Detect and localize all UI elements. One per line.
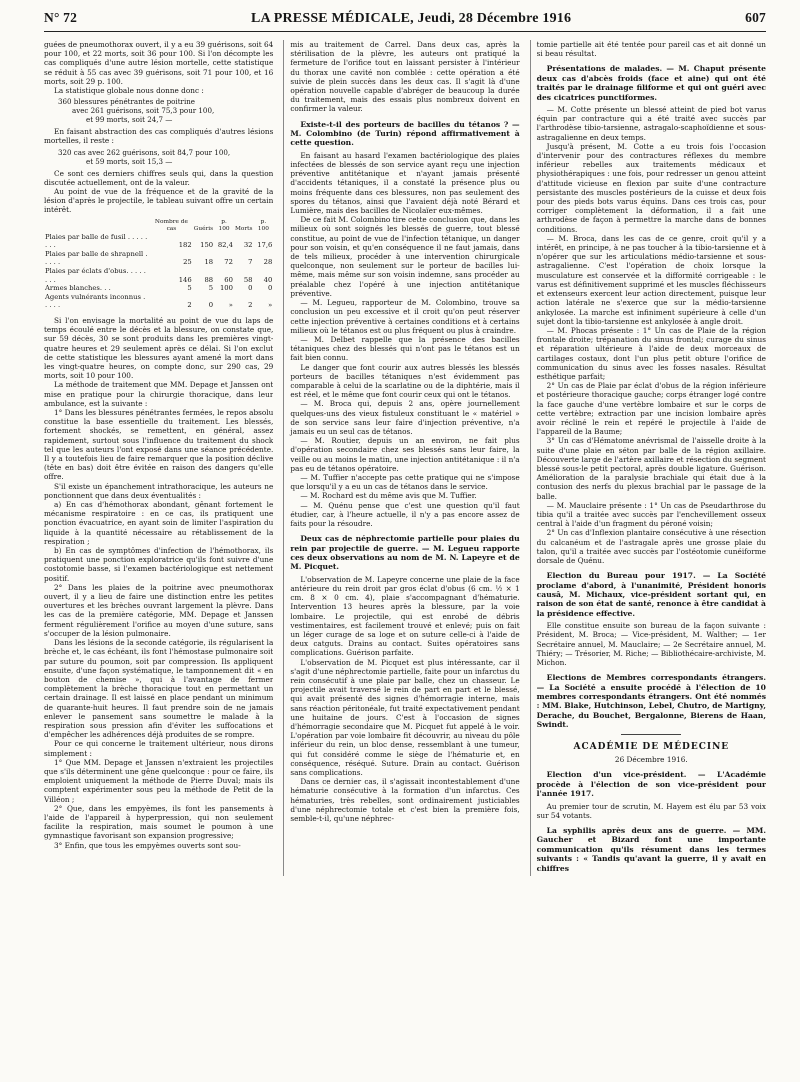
section-heading: La syphilis après deux ans de guerre. — MM. Gaucher et Bizard font une importante communication qu'ils résument dans les termes suivants : « Tandis qu'avant la guerre, il y avait en chiffres	[536, 825, 766, 873]
table-row	[44, 267, 273, 284]
table-header: p. 100	[257, 218, 269, 232]
paragraph: 1° Dans les blessures pénétrantes fermées, le repos absolu constitue la base essentielle du traitement. Les blessés, fortement shockés, se remettent, en général, assez rapidement, surtout sous l'influence du traitement du shock tel que les auteurs l'ont exposé dans une séance précédente. Il y a toutefois lieu de faire remarquer que la position déclive (tête en bas) doit être évitée en raison des dangers qu'elle offre.	[44, 408, 274, 482]
paragraph: 3° Enfin, que tous les empyèmes ouverts sont sou-	[54, 840, 241, 850]
paragraph: La méthode de traitement que MM. Depage et Janssen ont mise en pratique pour la chirurgie thoracique, dans leur ambulance, est la suivante :	[44, 380, 274, 408]
cell: »	[268, 301, 273, 310]
table-row	[44, 284, 273, 293]
row-label: Plaies par balle de fusil . . . . . . . .	[45, 232, 148, 250]
cell: 32	[243, 241, 253, 250]
table-header: Morts	[234, 225, 253, 232]
paragraph: En faisant abstraction des cas compliqués d'autres lésions mortelles, il reste :	[44, 127, 274, 146]
row-label: Plaies par éclats d'obus. . . . . . . .	[45, 267, 146, 284]
table-header-row	[44, 219, 273, 233]
paragraph: L'observation de M. Lapeyre concerne une plaie de la face antérieure du rein droit par gros éclat d'obus (6 cm. ½ × 1 cm. 8 × 0 cm. 4), plaie s'accompagnant d'hématurie. Intervention 13 heures après la blessure, par la voie lombaire. Le projectile, qui est enrobé de débris vestimentaires, est facilement trouvé et enlevé; puis on fait un léger curage de sa loge et on suture celle-ci à l'aide de deux catguts. Drains au contact. Suites opératoires sans complications. Guérison parfaite.	[290, 574, 520, 658]
section-heading: Présentations de malades. — M. Chaput présente deux cas d'abcès froids (face et aine) qui ont été traités par le drainage filiforme et qui ont guéri avec des cicatrices punctiformes.	[536, 64, 766, 102]
paragraph: La statistique globale nous donne donc :	[54, 86, 204, 96]
section-heading: Existe-t-il des porteurs de bacilles du tétanos ? — M. Colombino (de Turin) répond affirmativement à cette question.	[290, 119, 520, 148]
column-2	[283, 40, 519, 876]
paragraph: — M. Delbet rappelle que la présence des bacilles tétaniques chez des blessés qui n'ont pas le tétanos est un fait bien connu.	[290, 334, 520, 363]
journal-title: LA PRESSE MÉDICALE, Jeudi, 28 Décembre 1916	[250, 11, 572, 26]
table-row	[44, 293, 273, 310]
section-heading: Deux cas de néphrectomie partielle pour plaies du rein par projectile de guerre. — M. Legueu rapporte ces deux observations au nom de M. N. Lapeyre et de M. Picquet.	[290, 534, 520, 572]
paragraph: — M. Phocas présente : 1° Un cas de Plaie de la région frontale droite; trépanation du sinus frontal; curage du sinus et réparation ultérieure à l'aide de deux morceaux de cartilages costaux, dont l'un plus petit obture l'orifice de communication du sinus avec les fosses nasales. Résultat esthétique parfait;	[536, 325, 766, 381]
paragraph: Au premier tour de scrutin, M. Hayem est élu par 53 voix sur 54 votants.	[536, 801, 766, 820]
paragraph: — M. Tuffier n'accepte pas cette pratique qui ne s'impose que lorsqu'il y a eu un cas de tétanos dans le service.	[290, 472, 520, 492]
paragraph: Au point de vue de la fréquence et de la gravité de la lésion d'après le projectile, le tableau suivant offre un certain intérêt.	[44, 187, 274, 215]
issue-number: N° 72	[44, 10, 78, 25]
cell: 82,4	[217, 241, 233, 250]
paragraph: De ce fait M. Colombino tire cette conclusion que, dans les milieux où sont soignés les blessés de guerre, tout blessé constitue, au point de vue de l'infection tétanique, un danger pour son voisin, et qu'en conséquence il ne faut jamais, dans de tels milieux, procéder à une intervention chirurgicale quelconque, non seulement sur le porteur de bacilles lui-même, mais même sur son voisin indemne, sans procéder au préalable chez l'opéré à une injection antitétanique préventive.	[290, 215, 520, 298]
paragraph: 2° Un cas d'Inflexion plantaire consécutive à une résection du calcanéum et de l'astragale après une grosse plaie du talon, qu'il a traitée avec succès par l'ostéotomie cunéiforme dorsale de Quénu.	[536, 528, 766, 565]
paragraph: 2° Que, dans les empyèmes, ils font les pansements à l'aide de l'appareil à hyperpression, qui non seulement facilite la respiration, mais soumet le poumon à une gymnastique favorisant son expansion progressive;	[44, 803, 274, 841]
paragraph: L'observation de M. Picquet est plus intéressante, car il s'agit d'une néphrectomie partielle, faite pour un infarctus du rein consécutif à une plaie par balle, chez un chasseur. Le projectile avait traversé le rein de part en part et le blessé, qui avait présenté des signes d'hémorragie interne, mais sans réaction péritonéale, fut traité expectativement pendant une huitaine de jours. C'est à l'occasion de signes d'hémorragie secondaire que M. Picquet fut appelé à le voir. L'opération par voie lombaire fit découvrir, au niveau du pôle inférieur du rein, un bloc dense, ressemblant à une tumeur, qui fut considéré comme le siège de l'hématurie et, en conséquence, réséqué. Suture. Drain au contact. Guérison sans complications.	[290, 657, 520, 778]
paragraph: tomie partielle ait été tentée pour pareil cas et ait donné un si beau résultat.	[536, 40, 766, 59]
paragraph: Si l'on envisage la mortalité au point de vue du laps de temps écoulé entre le décès et la blessure, on constate que, sur 59 décès, 30 se sont produits dans les premières vingt-quatre heures et 29 seulement après ce délai. Si l'on exclut de cette statistique les blessures ayant amené la mort dans les vingt-quatre heures, on compte donc, sur 290 cas, 29 morts, soit 10 pour 100.	[44, 315, 274, 381]
stat-line: et 59 morts, soit 15,3 —	[86, 156, 173, 166]
section-heading: Elections de Membres correspondants étrangers. — La Société a ensuite procédé à l'élection de 10 membres correspondants étrangers. Ont été nommés : MM. Blake, Hutchinson, Lebel, Chutro, de Martigny, Derache, du Bouchet, Bergalonne, Bierens de Haan, Swindt.	[536, 673, 766, 730]
cell: 146	[178, 275, 192, 284]
cell: 17,6	[257, 241, 273, 250]
table-header: Guéris	[193, 225, 214, 232]
paragraph: 2° Dans les plaies de la poitrine avec pneumothorax ouvert, il y a lieu de faire une distinction entre les petites ouvertures et les brèches ouvrant largement la plèvre. Dans les cas de la première catégorie, MM. Depage et Janssen ferment régulièrement l'orifice au moyen d'une suture, sans s'occuper de la lésion pulmonaire.	[44, 582, 274, 638]
paragraph: Dans les lésions de la seconde catégorie, ils régularisent la brèche et, le cas échéant, ils font l'hémostase pulmonaire soit par suture du poumon, soit par compression. Ils appliquent ensuite, d'une façon systématique, le tamponnement dit « en bouton de chemise », qui à l'avantage de fermer complètement la brèche thoracique tout en permettant un certain drainage. Il est laissé en place pendant un minimum de quarante-huit heures. Il faut prendre soin de ne jamais enlever le pansement sans soumettre le malade à la respiration sous pression afin d'éviter les suffocations et d'empêcher les adhérences déjà produites de se rompre.	[44, 638, 274, 740]
cell: 150	[200, 241, 214, 250]
stat-line: et 99 morts, soit 24,7 —	[86, 115, 173, 125]
table-header: p. 100	[218, 218, 230, 232]
stat-line: 320 cas avec 262 guérisons, soit 84,7 pour 100,	[58, 147, 231, 157]
cell: 182	[178, 241, 192, 250]
paragraph: S'il existe un épanchement intrathoracique, les auteurs ne ponctionnent que dans deux éventualités :	[44, 481, 274, 500]
cell: 58	[243, 275, 253, 284]
paragraph: — M. Cotte présente un blessé atteint de pied bot varus équin par contracture qui a été traité avec succès par l'arthrodèse tibio-tarsienne, astragalo-scaphoïdienne et sous-astragalienne en deux temps.	[536, 105, 766, 142]
stat-line: 360 blessures pénétrantes de poitrine	[58, 97, 195, 107]
cell: 0	[268, 284, 273, 293]
paragraph: — M. Quénu pense que c'est une question qu'il faut étudier, car, à l'heure actuelle, il n'y a pas encore assez de faits pour la résoudre.	[290, 500, 520, 528]
paragraph: — M. Routier, depuis un an environ, ne fait plus d'opération secondaire chez ses blessés sans leur faire, la veille ou au moins le matin, une injection antitétanique : il n'a pas eu de tétanos opératoire.	[290, 436, 520, 473]
cell: 0	[248, 284, 253, 293]
paragraph: — M. Mauclaire présente : 1° Un cas de Pseudarthrose du tibia qu'il a traitée avec succès par l'enchevillement osseux central à l'aide d'un fragment du péroné voisin;	[536, 500, 766, 529]
table-row	[44, 250, 273, 267]
paragraph: b) En cas de symptômes d'infection de l'hémothorax, ils pratiquent une ponction exploratrice qu'ils font suivre d'une costotomie basse, si l'examen bactériologique est nettement positif.	[44, 546, 274, 583]
column-1	[44, 40, 273, 876]
cell: 88	[204, 275, 214, 284]
cell: 100	[219, 284, 233, 293]
page-header	[44, 10, 766, 32]
cell: 18	[204, 258, 214, 267]
paragraph: Le danger que font courir aux autres blessés les blessés porteurs de bacilles tétaniques n'est évidemment pas comparable à celui de la scarlatine ou de la diphtérie, mais il est réel, et le même que font courir ceux qui ont le tétanos.	[290, 362, 520, 400]
page-number: 607	[745, 10, 766, 25]
paragraph: Dans ce dernier cas, il s'agissait incontestablement d'une hématurie consécutive à la formation d'un infarctus. Ces hématuries, très rebelles, sont ordinairement justiciables d'une néphrectomie totale et c'est bien la première fois, semble-t-il, qu'une néphrec-	[290, 777, 520, 824]
global-statistics	[58, 97, 273, 124]
academy-title: ACADÉMIE DE MÉDECINE	[573, 741, 730, 752]
cell: 25	[183, 258, 192, 267]
divider	[621, 734, 681, 735]
row-label: Plaies par balle de shrapnell . . . . .	[45, 249, 148, 267]
projectile-table	[44, 219, 273, 310]
paragraph: — M. Broca, dans les cas de ce genre, croit qu'il y a intérêt, en principe, à ne pas toucher à la tibio-tarsienne et à n'opérer que sur les articulations médio-tarsienne et sous-astragalienne. C'est l'opération de choix lorsque la musculature est conservée et la difformité corrigeable : le varus est définitivement supprimé et les muscles fléchisseurs et extenseurs exercent leur action directement, puisque leur action latérale ne s'exerce que sur la médio-tarsienne ankylosée. La marche est infiniment supérieure à celle d'un sujet dont la tibio-tarsienne est ankylosée à angle droit.	[536, 233, 766, 326]
table-header: Nombre de cas	[154, 218, 188, 232]
paragraph: — M. Rochard est du même avis que M. Tuffier.	[300, 491, 477, 501]
paragraph: mis au traitement de Carrel. Dans deux cas, après la stérilisation de la plèvre, les auteurs ont pratiqué la fermeture de l'orifice tout en laissant persister à l'intérieur du thorax une cavité non comblée : cette opération a été suivie de plein succès dans les deux cas. Il s'agit là d'une opération nouvelle capable d'abréger de beaucoup la durée du traitement, mais des essais plus nombreux doivent en confirmer la valeur.	[290, 40, 520, 114]
paragraph: — M. Broca qui, depuis 2 ans, opère journellement quelques-uns des vieux fistuleux constituant le « matériel » de son service sans leur faire d'injection préventive, n'a jamais eu un seul cas de tétanos.	[290, 399, 520, 436]
cell: »	[228, 301, 233, 310]
cell: 2	[187, 301, 192, 310]
paragraph: 2° Un cas de Plaie par éclat d'obus de la région inférieure et postérieure thoracique gauche; corps étranger logé contre la face gauche d'une vertèbre lombaire et sur le corps de cette vertèbre; extraction par une incision lombaire après avoir récliné le rein et repéré le projectile à l'aide de l'appareil de la Baume;	[536, 381, 766, 437]
paragraph: Jusqu'à présent, M. Cotte a eu trois fois l'occasion d'intervenir pour des contractures réflexes du membre inférieur rebelles aux traitements médicaux et physiothérapiques : une fois, pour redresser un genou atteint d'attitude vicieuse en flexion par suite d'une contracture persistante des muscles postérieurs de la cuisse et deux fois pour des pieds bots varus équins. Dans ces trois cas, pour corriger complètement la déformation, il a fait une arthrodèse de façon à permettre la marche dans de bonnes conditions.	[536, 141, 766, 234]
session-date: 26 Décembre 1916.	[614, 755, 688, 765]
cell: 28	[263, 258, 273, 267]
paragraph: Pour ce qui concerne le traitement ultérieur, nous dirons simplement :	[44, 739, 274, 758]
section-heading: Election du Bureau pour 1917. — La Société proclame d'abord, à l'unanimité, Président honoris causâ, M. Michaux, vice-président sortant qui, en raison de son état de santé, renonce à être candidat à la présidence effective.	[536, 571, 766, 618]
cell: 72	[224, 258, 233, 267]
row-label: Armes blanches. . .	[45, 284, 111, 293]
paragraph: 1° Que MM. Depage et Janssen n'extraient les projectiles que s'ils déterminent une gêne quelconque : pour ce faire, ils emploient uniquement la méthode de Pierre Duval; mais ils comptent expérimenter sous peu la méthode de Petit de la Villéon ;	[44, 757, 274, 804]
cell: 7	[248, 258, 253, 267]
cell: 2	[248, 301, 253, 310]
paragraph: — M. Legueu, rapporteur de M. Colombino, trouve sa conclusion un peu excessive et il croit qu'on peut réserver cette injection préventive à certaines conditions et à certains milieux où le tétanos est ou plus fréquent ou plus à craindre.	[290, 298, 520, 335]
paragraph: Elle constitue ensuite son bureau de la façon suivante : Président, M. Broca; — Vice-président, M. Walther; — 1er Secrétaire annuel, M. Mauclaire; — 2e Secrétaire annuel, M. Thiéry; — Trésorier, M. Riche; — Bibliothécaire-archiviste, M. Michon.	[536, 621, 766, 668]
paragraph: guées de pneumothorax ouvert, il y a eu 39 guérisons, soit 64 pour 100, et 22 morts, soit 36 pour 100. Si l'on décompte les cas compliqués d'une autre lésion mortelle, cette statistique se réduit à 55 cas avec 39 guérisons, soit 71 pour 100, et 16 morts, soit 29 p. 100.	[44, 40, 274, 86]
row-label: Agents vulnérants inconnus . . . . .	[45, 292, 146, 310]
paragraph: En faisant au hasard l'examen bactériologique des plaies infectées de blessés de son service ayant reçu une injection préventive antitétanique et n'ayant jamais présenté d'accidents tétaniques, il a constaté la présence plus ou moins fréquente dans ces blessures, non pas seulement des spores du tétanos, ainsi que l'avaient déjà noté Bérard et Lumière, mais des bacilles de Nicolaïer eux-mêmes.	[290, 150, 520, 216]
cell: 60	[224, 275, 233, 284]
filtered-statistics	[58, 148, 273, 166]
cell: 5	[208, 284, 214, 293]
column-3	[530, 40, 766, 876]
stat-line: avec 261 guérisons, soit 75,3 pour 100,	[72, 106, 215, 116]
cell: 5	[187, 284, 192, 293]
cell: 0	[208, 301, 214, 310]
paragraph: a) En cas d'hémothorax abondant, gênant fortement le mécanisme respiratoire : en ce cas, ils pratiquent une ponction évacuatrice, en ayant soin de limiter l'aspiration du liquide à la quantité nécessaire au rétablissement de la respiration ;	[44, 500, 274, 546]
table-row	[44, 233, 273, 250]
paragraph: Ce sont ces derniers chiffres seuls qui, dans la question discutée actuellement, ont de la valeur.	[44, 168, 274, 187]
section-heading: Election d'un vice-président. — L'Académie procède à l'élection de son vice-président pour l'année 1917.	[536, 770, 766, 799]
paragraph: 3° Un cas d'Hématome anévrismal de l'aisselle droite à la suite d'une plaie en séton par balle de la région axillaire. Découverte large de l'artère axillaire et résection du segment blessé sous-le petit pectoral, après double ligature. Guérison. Amélioration de la paralysie brachiale qui était due à la contusion des nerfs du plexus brachial par le passage de la balle.	[536, 436, 766, 501]
cell: 40	[263, 275, 273, 284]
